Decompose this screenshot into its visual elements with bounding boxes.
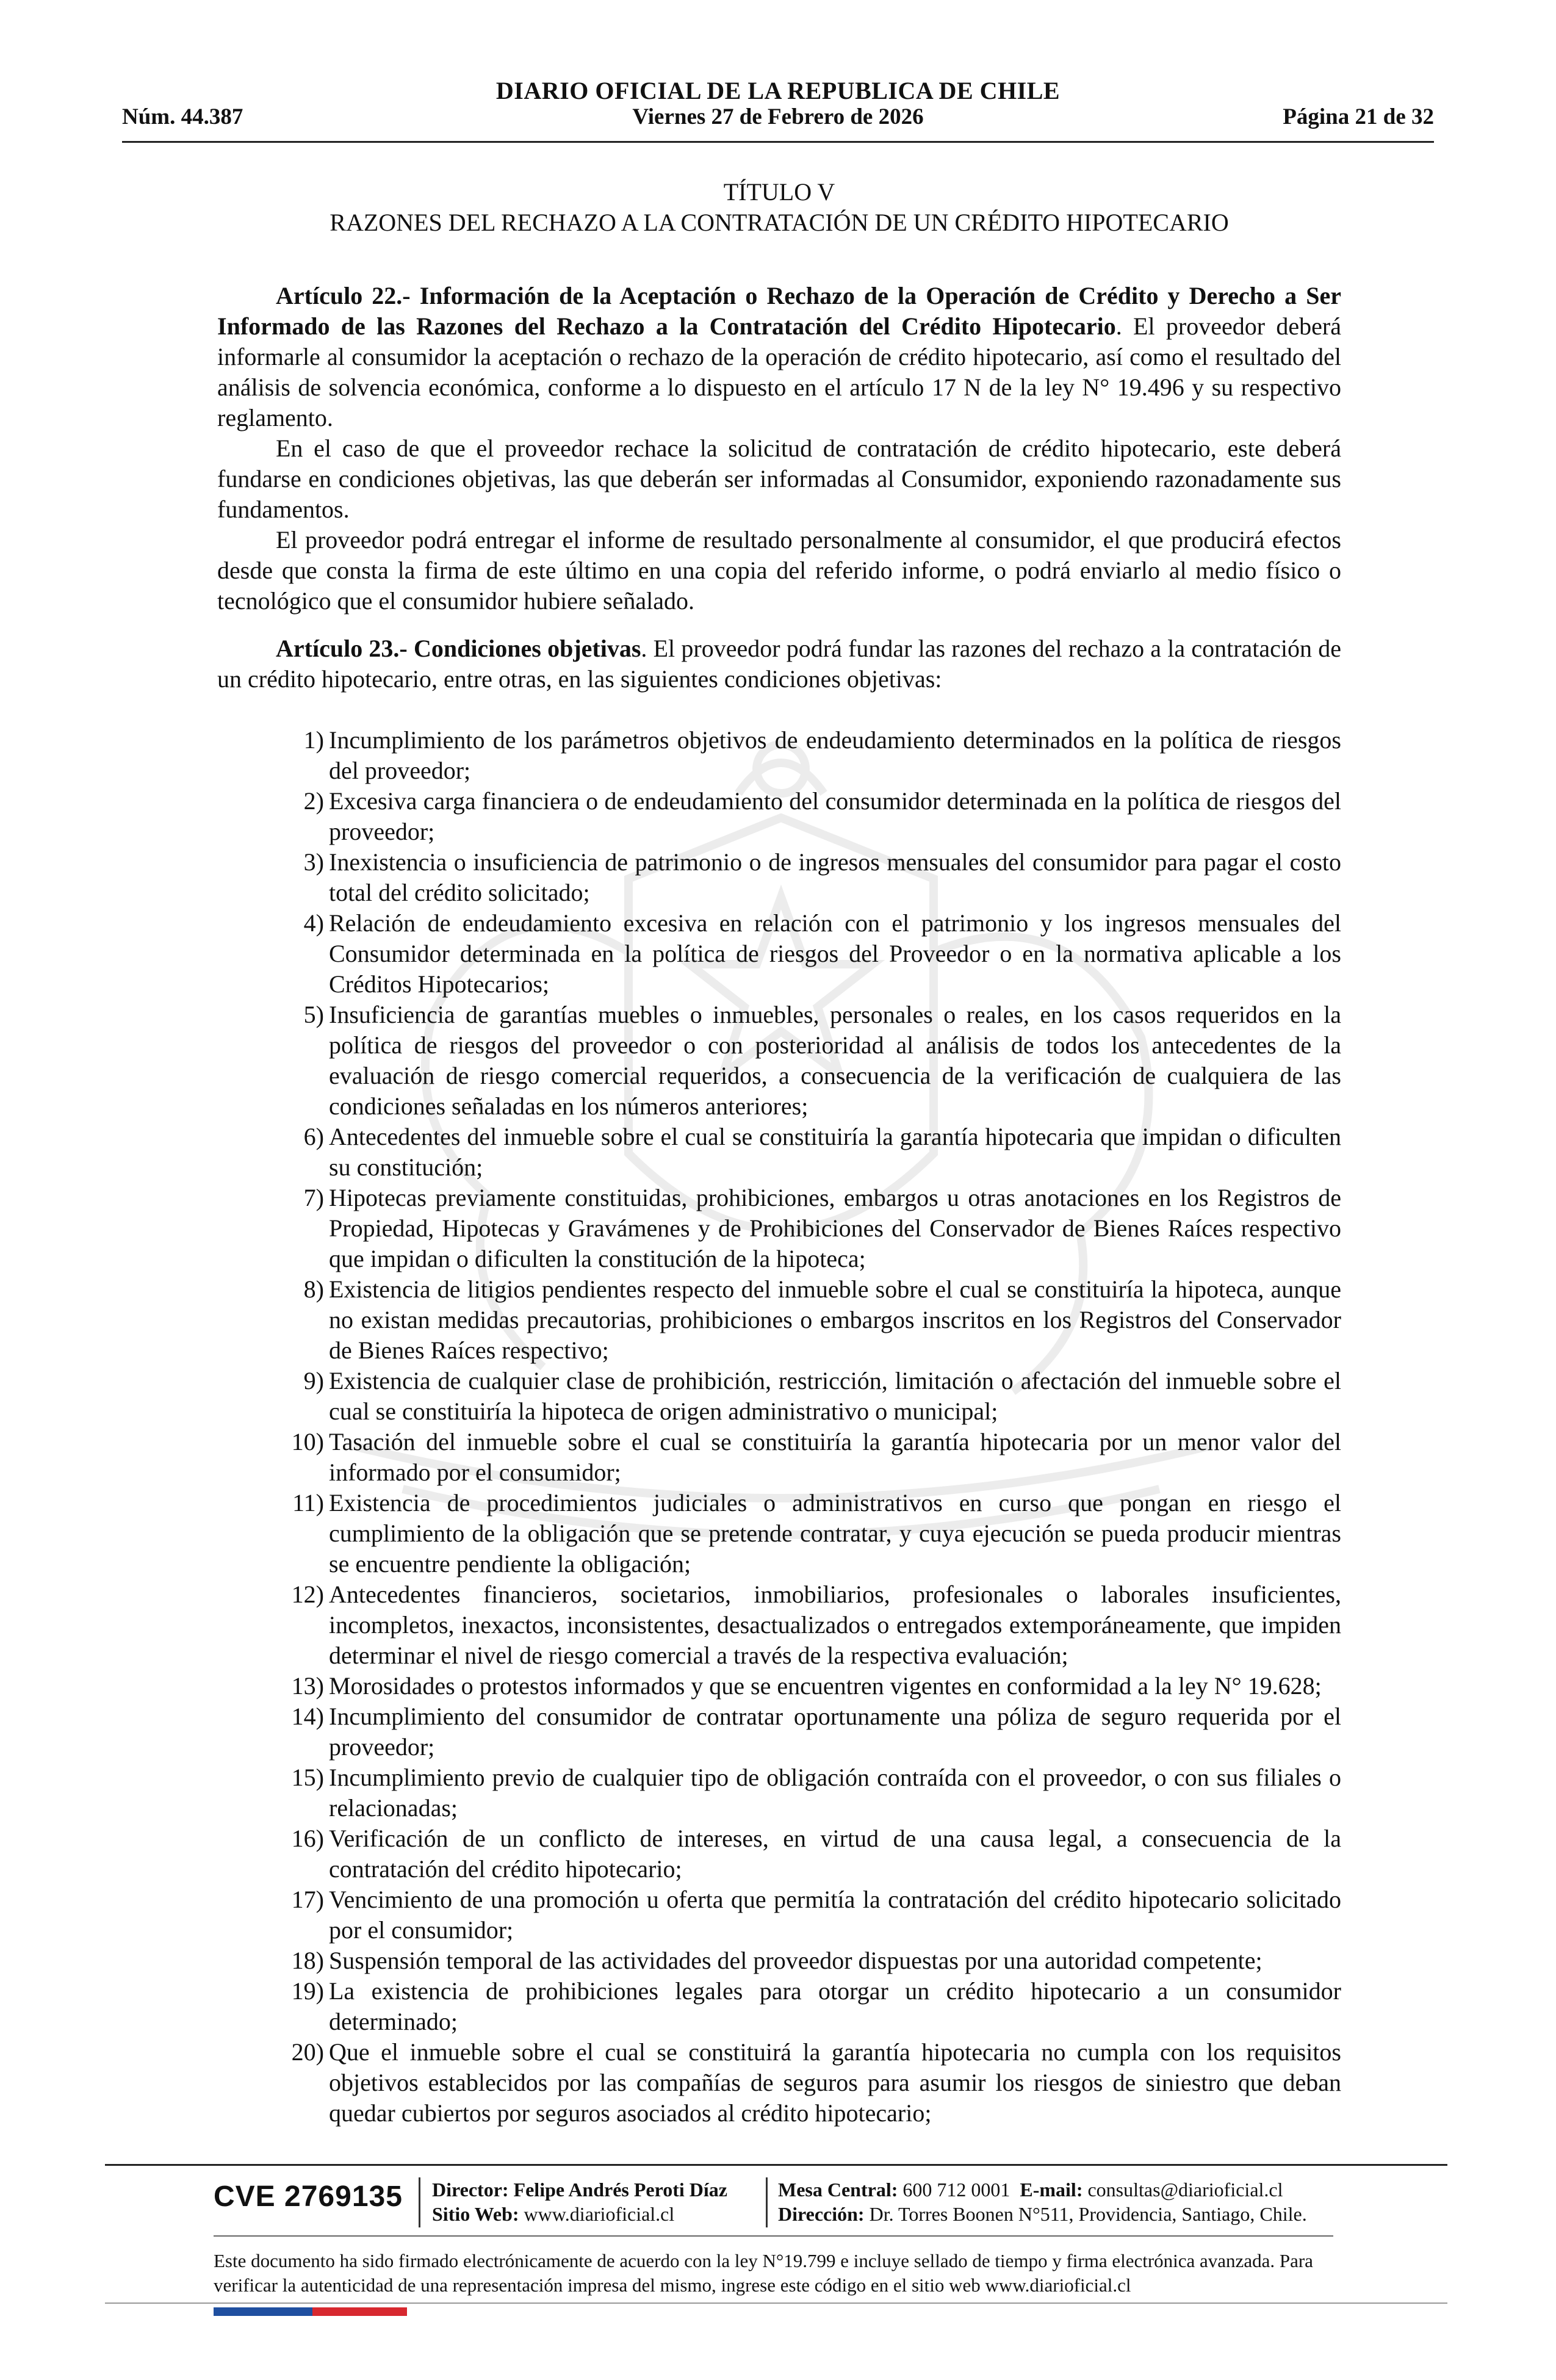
article-22-intro: . El proveedor deberá informarle al consumidor la aceptación o rechazo de la operación de crédito hipotecario, así como el resultado del análisis de solvencia económica, conforme a lo dispuesto en el artículo 17 N de la ley N° 19.496 y su respectivo reglamento. (217, 312, 1341, 431)
list-item (217, 1366, 1341, 1427)
email-label: E-mail: (1020, 2179, 1083, 2201)
header-row (122, 104, 1434, 134)
list-item-text: Tasación del inmueble sobre el cual se constituiría la garantía hipotecaria por un menor valor del informado por el consumidor; (329, 1428, 1341, 1486)
list-item-number: 9) (303, 1367, 324, 1394)
list-item-text: Existencia de litigios pendientes respecto del inmueble sobre el cual se constituiría la hipoteca, aunque no existan medidas precautorias, prohibiciones o embargos inscritos en los Registros del Conservador de Bienes Raíces respectivo; (329, 1275, 1341, 1364)
list-item-text: Suspensión temporal de las actividades del proveedor dispuestas por una autoridad competente; (329, 1947, 1262, 1974)
section-title: TÍTULO V (723, 178, 835, 206)
list-item-text: Inexistencia o insuficiencia de patrimonio o de ingresos mensuales del consumidor para pagar el costo total del crédito solicitado; (329, 848, 1341, 906)
contact-block (778, 2177, 1307, 2226)
cve-code: CVE 2769135 (214, 2180, 403, 2213)
director-name: Felipe Andrés Peroti Díaz (513, 2179, 727, 2201)
list-item (217, 847, 1341, 908)
footer-separator (419, 2177, 420, 2227)
list-item-text: Existencia de cualquier clase de prohibición, restricción, limitación o afectación del inmueble sobre el cual se constituiría la hipoteca de origen administrativo o municipal; (329, 1367, 1341, 1425)
list-item-text: Antecedentes financieros, societarios, inmobiliarios, profesionales o laborales insuficientes, incompletos, inexactos, inconsistentes, desactualizados o entregados extemporáneamente, que impiden determinar el nivel de riesgo comercial a través de la respectiva evaluación; (329, 1581, 1341, 1669)
article-23-heading: Artículo 23.- Condiciones objetivas (276, 635, 641, 662)
email-link[interactable]: consultas@diarioficial.cl (1087, 2179, 1283, 2201)
article-22-heading: Artículo 22.- Información de la Aceptación o Rechazo de la Operación de Crédito y Derecho a Ser Informado de las Razones del Rechazo a la Contratación del Crédito Hipotecario (217, 282, 1341, 340)
list-item-text: Relación de endeudamiento excesiva en relación con el patrimonio y los ingresos mensuales del Consumidor determinada en la política de riesgos del Proveedor o en la normativa aplicable a los Créditos Hipotecarios; (329, 909, 1341, 998)
address: Dr. Torres Boonen N°511, Providencia, Santiago, Chile. (869, 2203, 1307, 2225)
list-item (217, 1671, 1341, 1701)
list-item (217, 1274, 1341, 1366)
list-item-number: 13) (291, 1672, 324, 1700)
section-subtitle: RAZONES DEL RECHAZO A LA CONTRATACIÓN DE UN CRÉDITO HIPOTECARIO (330, 209, 1229, 236)
list-item (217, 1427, 1341, 1488)
article-23-intro: . El proveedor podrá fundar las razones del rechazo a la contratación de un crédito hipotecario, entre otras, en las siguientes condiciones objetivas: (217, 635, 1341, 693)
page-number: Página 21 de 32 (1283, 104, 1434, 129)
flag-stripe-blue (214, 2307, 312, 2316)
list-item-number: 10) (291, 1428, 324, 1455)
footer-divider-bottom (105, 2302, 1447, 2304)
article-22-paragraph-1 (217, 281, 1341, 433)
list-item (217, 1701, 1341, 1762)
address-label: Dirección: (778, 2203, 865, 2225)
director-block (432, 2177, 727, 2226)
list-item-number: 6) (303, 1123, 324, 1150)
mesa-phone: 600 712 0001 (902, 2179, 1010, 2201)
list-item-number: 16) (291, 1825, 324, 1852)
list-item-number: 14) (291, 1703, 324, 1730)
footer-separator (766, 2177, 768, 2227)
list-item-text: Incumplimiento de los parámetros objetivos de endeudamiento determinados en la política de riesgos del proveedor; (329, 726, 1341, 784)
list-item-text: Incumplimiento del consumidor de contratar oportunamente una póliza de seguro requerida por el proveedor; (329, 1703, 1341, 1761)
publication-title: DIARIO OFICIAL DE LA REPUBLICA DE CHILE (495, 77, 1061, 104)
issue-number: Núm. 44.387 (122, 104, 243, 129)
list-item-number: 5) (303, 1001, 324, 1028)
legal-notice: Este documento ha sido firmado electrónicamente de acuerdo con la ley N°19.799 e incluye sellado de tiempo y firma electrónica avanzada. Para verificar la autenticidad de una representación impresa del mismo, ingrese este código en el sitio web www.diarioficial.cl (214, 2250, 1313, 2296)
list-item-text: Que el inmueble sobre el cual se constituirá la garantía hipotecaria no cumpla con los requisitos objetivos establecidos por las compañías de seguros para asumir los riesgos de siniestro que deban quedar cubiertos por seguros asociados al crédito hipotecario; (329, 2038, 1341, 2127)
list-item-number: 17) (291, 1886, 324, 1913)
conditions-list (217, 725, 1341, 2129)
list-item (217, 908, 1341, 1000)
web-link[interactable]: www.diarioficial.cl (524, 2203, 675, 2225)
list-item (217, 1976, 1341, 2037)
list-item-number: 20) (291, 2038, 324, 2066)
list-item-text: Incumplimiento previo de cualquier tipo de obligación contraída con el proveedor, o con sus filiales o relacionadas; (329, 1764, 1341, 1822)
list-item-number: 15) (291, 1764, 324, 1791)
list-item-number: 4) (303, 909, 324, 937)
list-item (217, 1579, 1341, 1671)
document-body (217, 177, 1341, 2129)
footer-divider-top (105, 2164, 1447, 2166)
article-22-paragraph-3: El proveedor podrá entregar el informe de resultado personalmente al consumidor, el que producirá efectos desde que consta la firma de este último en una copia del referido informe, o podrá enviarlo al medio físico o tecnológico que el consumidor hubiere señalado. (217, 526, 1341, 615)
list-item (217, 1762, 1341, 1823)
list-item (217, 1122, 1341, 1183)
list-item-text: Insuficiencia de garantías muebles o inmuebles, personales o reales, en los casos requeridos en la política de riesgos del proveedor o con posterioridad al análisis de todos los antecedentes de la evaluación de riesgo comercial requeridos, a consecuencia de la verificación de cualquiera de las condiciones señaladas en los números anteriores; (329, 1001, 1341, 1120)
article-22-paragraph-2: En el caso de que el proveedor rechace la solicitud de contratación de crédito hipotecario, este deberá fundarse en condiciones objetivas, las que deberán ser informadas al Consumidor, exponiendo razonadamente sus fundamentos. (217, 435, 1341, 523)
list-item-number: 7) (303, 1184, 324, 1211)
list-item-text: Morosidades o protestos informados y que se encuentren vigentes en conformidad a la ley N° 19.628; (329, 1672, 1322, 1700)
list-item-text: Hipotecas previamente constituidas, prohibiciones, embargos u otras anotaciones en los Registros de Propiedad, Hipotecas y Gravámenes y de Prohibiciones del Conservador de Bienes Raíces respectivo que impidan o dificulten la constitución de la hipoteca; (329, 1184, 1341, 1272)
list-item (217, 1183, 1341, 1274)
list-item-number: 2) (303, 787, 324, 815)
list-item-text: Excesiva carga financiera o de endeudamiento del consumidor determinada en la política de riesgos del proveedor; (329, 787, 1341, 845)
list-item (217, 1000, 1341, 1122)
list-item-number: 19) (291, 1977, 324, 2005)
list-item-text: Verificación de un conflicto de intereses, en virtud de una causa legal, a consecuencia de la contratación del crédito hipotecario; (329, 1825, 1341, 1883)
list-item-number: 18) (291, 1947, 324, 1974)
flag-stripe-red (312, 2307, 407, 2316)
list-item-number: 1) (303, 726, 324, 754)
list-item-text: Antecedentes del inmueble sobre el cual se constituiría la garantía hipotecaria que impidan o dificulten su constitución; (329, 1123, 1341, 1181)
list-item-text: La existencia de prohibiciones legales para otorgar un crédito hipotecario a un consumidor determinado; (329, 1977, 1341, 2035)
list-item (217, 1884, 1341, 1945)
footer-divider-middle (214, 2235, 1333, 2237)
list-item-number: 12) (291, 1581, 324, 1608)
list-item-text: Vencimiento de una promoción u oferta que permitía la contratación del crédito hipotecario solicitado por el consumidor; (329, 1886, 1341, 1944)
list-item (217, 1945, 1341, 1976)
publication-date: Viernes 27 de Febrero de 2026 (632, 104, 924, 129)
mesa-label: Mesa Central: (778, 2179, 898, 2201)
list-item-number: 8) (303, 1275, 324, 1303)
list-item-number: 11) (292, 1489, 324, 1516)
list-item (217, 725, 1341, 786)
list-item (217, 1488, 1341, 1579)
list-item (217, 786, 1341, 847)
list-item-text: Existencia de procedimientos judiciales o administrativos en curso que pongan en riesgo el cumplimiento de la obligación que se pretende contratar, y cuya ejecución se pueda producir mientras se encuentre pendiente la obligación; (329, 1489, 1341, 1578)
article-23-paragraph (217, 633, 1341, 694)
director-label: Director: (432, 2179, 509, 2201)
list-item (217, 1823, 1341, 1884)
list-item-number: 3) (303, 848, 324, 876)
web-label: Sitio Web: (432, 2203, 519, 2225)
header-divider (122, 141, 1434, 143)
list-item (217, 2037, 1341, 2129)
